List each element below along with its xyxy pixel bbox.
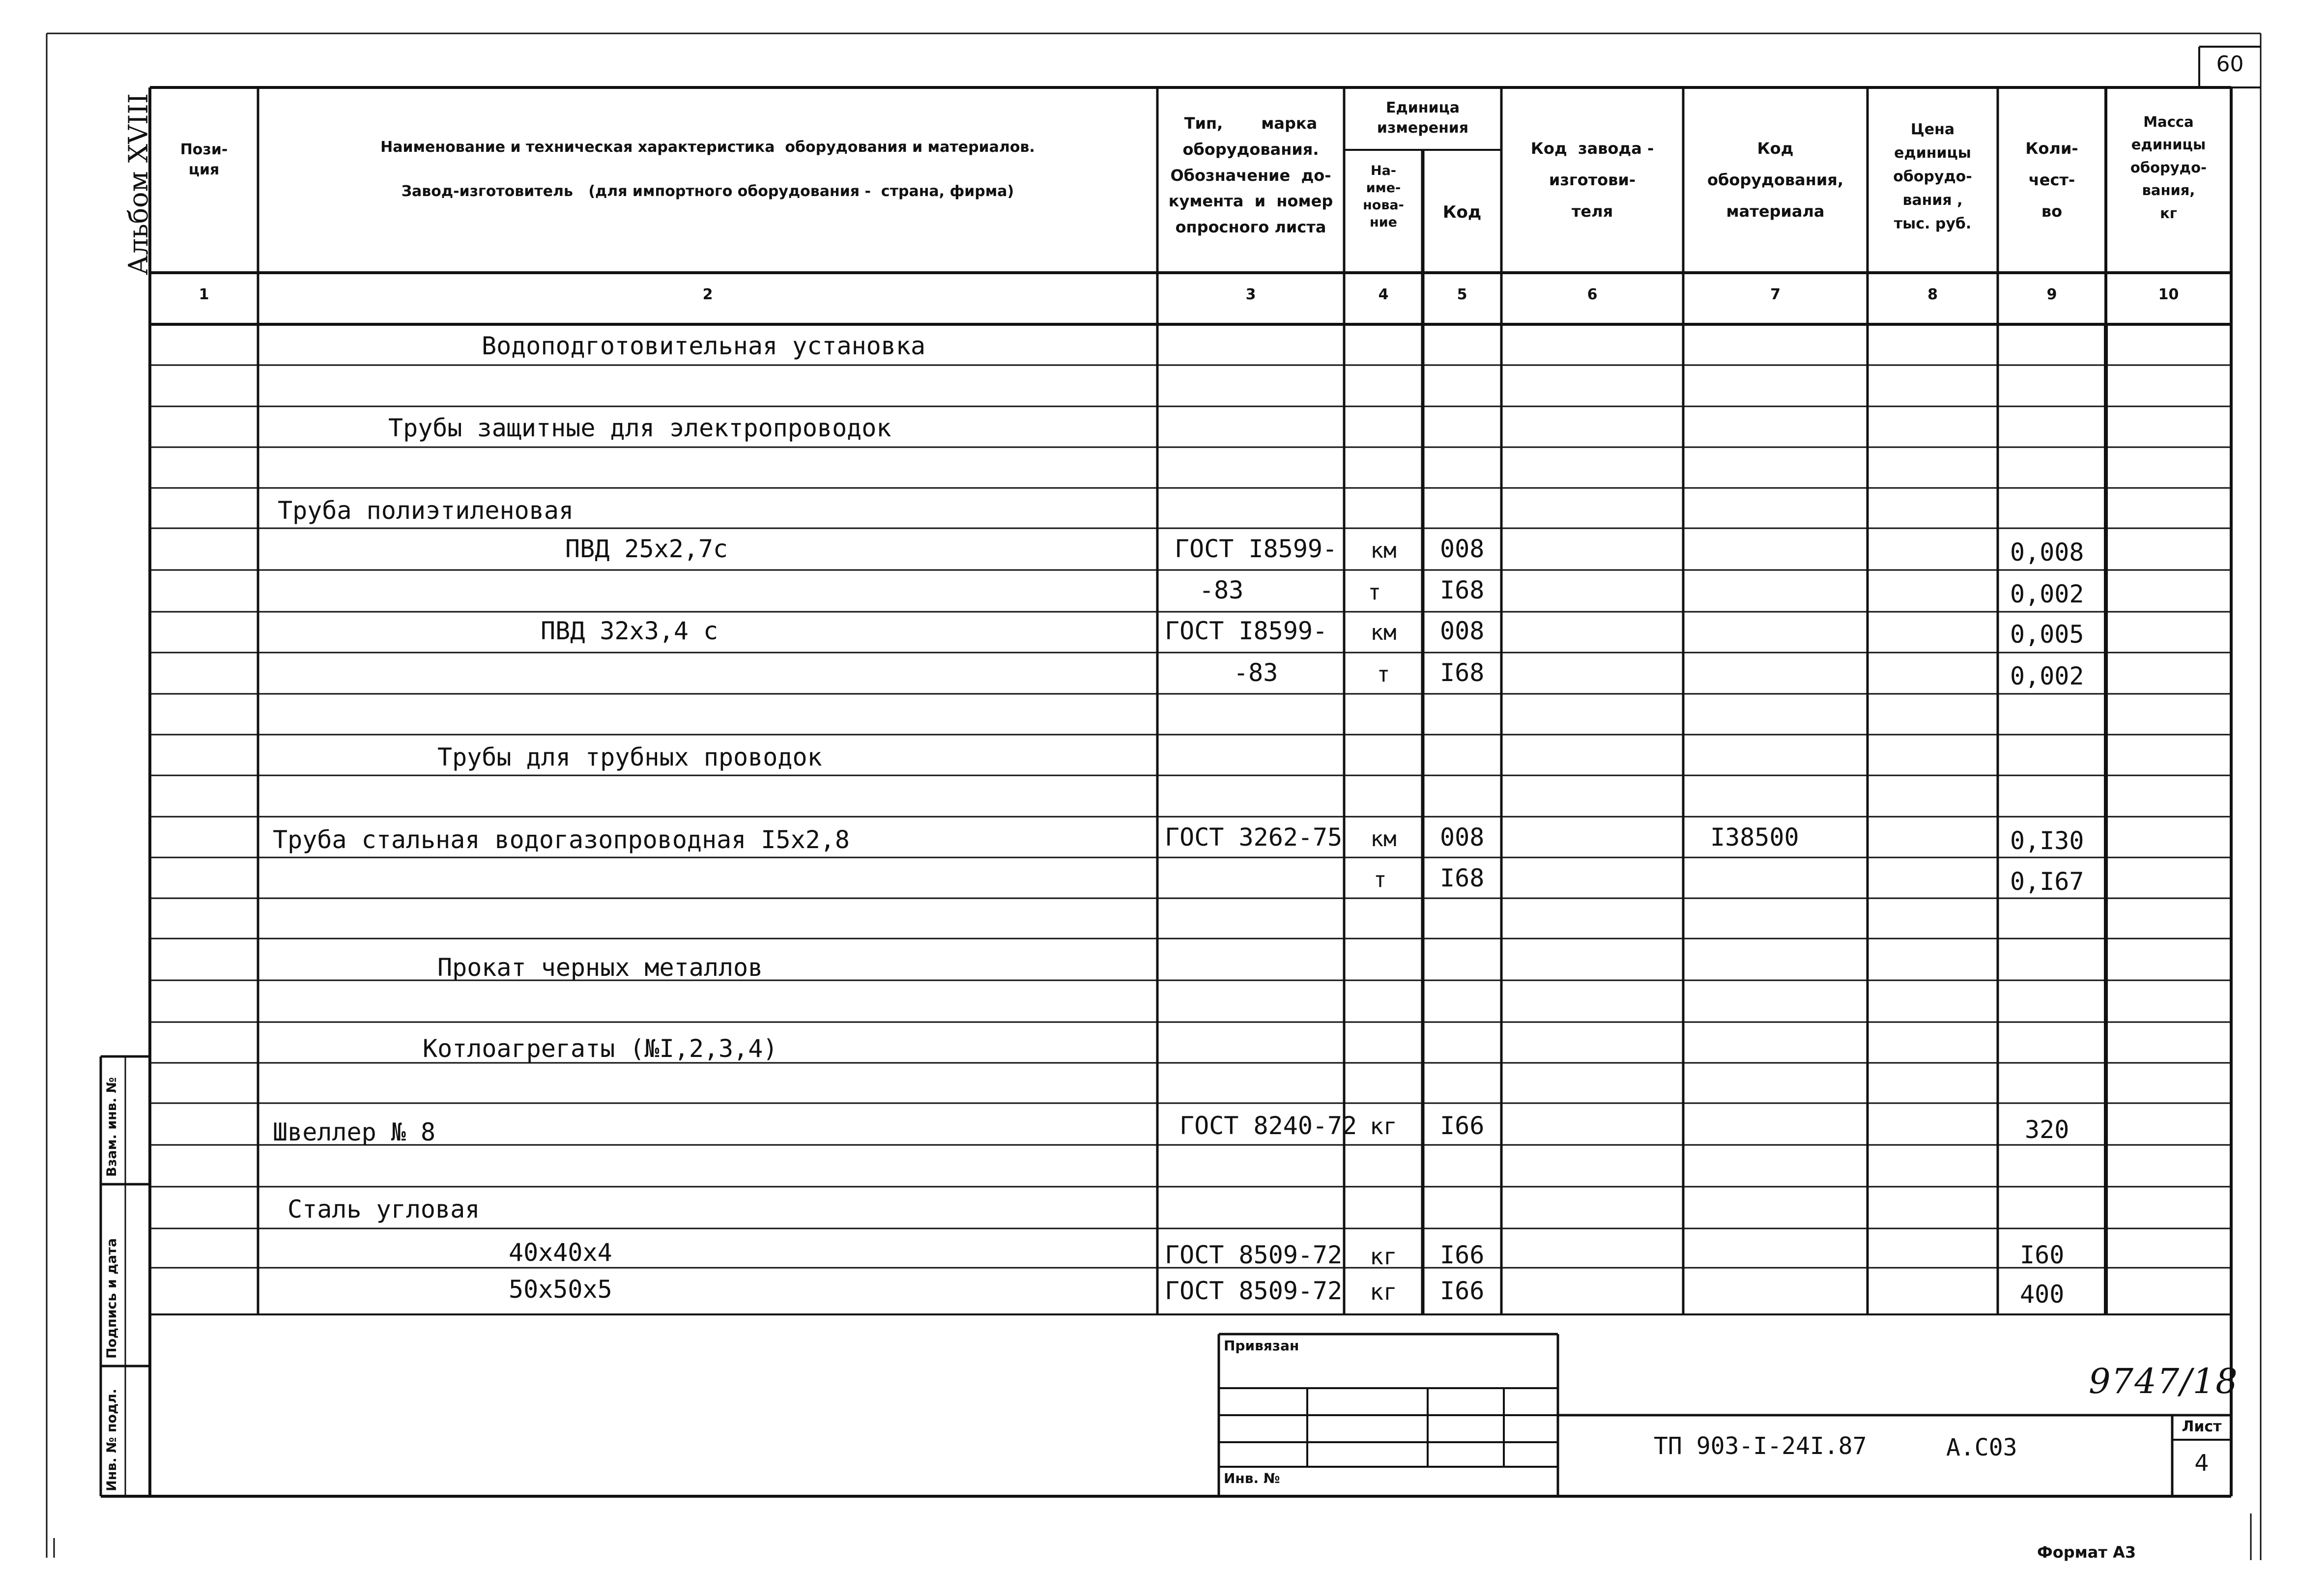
code-cell: I68 — [1440, 864, 1485, 892]
header-col1: Пози- ция — [180, 141, 228, 178]
col-number-8: 8 — [1927, 286, 1938, 303]
col-number-2: 2 — [702, 286, 713, 303]
item-group-title: Сталь угловая — [287, 1195, 480, 1224]
section-title: Трубы защитные для электропроводок — [388, 414, 891, 442]
title-block-privyazan: Привязан — [1224, 1338, 1299, 1354]
header-col4: На- име- нова- ние — [1363, 163, 1404, 230]
col-number-6: 6 — [1587, 286, 1598, 303]
qty-cell: 0,002 — [2010, 662, 2084, 690]
item-name: Труба стальная водогазопроводная I5х2,8 — [273, 826, 850, 854]
format-label: Формат А3 — [2037, 1543, 2136, 1562]
code-cell: 008 — [1440, 617, 1485, 645]
code-cell: I66 — [1440, 1277, 1485, 1305]
code-cell: I66 — [1440, 1241, 1485, 1269]
unit-cell: км — [1370, 620, 1397, 645]
header-col8: Цена единицы оборудо- вания , тыс. руб. — [1893, 121, 1972, 232]
doc-cell: ГОСТ 3262-75 — [1165, 823, 1343, 852]
col-number-5: 5 — [1457, 286, 1467, 303]
header-col2-line1: Наименование и техническая характеристика оборудования и материалов. — [380, 139, 1035, 156]
stamp-signature-date: Подпись и дата — [104, 1238, 119, 1359]
item-name: ПВД 32х3,4 с — [541, 617, 718, 645]
qty-cell: 320 — [2025, 1115, 2069, 1144]
qty-cell: 0,I67 — [2010, 867, 2084, 896]
item-group-title: Труба полиэтиленовая — [278, 496, 574, 525]
section-title: Прокат черных металлов — [437, 953, 763, 982]
qty-cell: 400 — [2020, 1280, 2065, 1309]
code-cell: I68 — [1440, 658, 1485, 687]
doc-cell: ГОСТ 8240-72 — [1179, 1112, 1357, 1140]
unit-cell: км — [1370, 538, 1397, 563]
header-col9: Коли- чест- во — [2025, 139, 2078, 221]
title-block-inv: Инв. № — [1224, 1470, 1280, 1486]
doc-cell: ГОСТ I8599- — [1165, 617, 1328, 645]
material-code-cell: I38500 — [1710, 823, 1799, 852]
sheet-number: 60 — [2216, 52, 2244, 77]
doc-cell: ГОСТ I8599- — [1175, 535, 1338, 563]
header-unit-group: Единица измерения — [1377, 99, 1469, 137]
qty-cell: 0,I30 — [2010, 826, 2084, 855]
handwritten-number: 9747/18 — [2089, 1361, 2239, 1401]
section-title: Водоподготовительная установка — [482, 332, 926, 360]
unit-cell: кг — [1370, 1113, 1397, 1140]
doc-cell: ГОСТ 8509-72 — [1165, 1277, 1343, 1305]
unit-cell: т — [1377, 662, 1390, 687]
header-col2-line2: Завод-изготовитель (для импортного оборудования - страна, фирма) — [401, 183, 1014, 200]
unit-cell: кг — [1370, 1243, 1397, 1270]
code-cell: 008 — [1440, 535, 1485, 563]
sheet-label: Лист — [2182, 1418, 2222, 1435]
doc-cell: ГОСТ 8509-72 — [1165, 1241, 1343, 1269]
unit-cell: км — [1370, 826, 1397, 852]
sheet-value: 4 — [2194, 1450, 2209, 1476]
header-col3: Тип, марка оборудования. Обозначение до- кумента и номер опросного листа — [1168, 114, 1333, 237]
col-number-9: 9 — [2046, 286, 2057, 303]
stamp-replacement-inv: Взам. инв. № — [104, 1077, 119, 1177]
col-number-10: 10 — [2158, 286, 2179, 303]
unit-cell: кг — [1370, 1279, 1397, 1305]
unit-cell: т — [1374, 867, 1387, 892]
section-title: Трубы для трубных проводок — [437, 743, 822, 771]
qty-cell: I60 — [2020, 1241, 2065, 1269]
col-number-1: 1 — [199, 286, 209, 303]
col-number-3: 3 — [1245, 286, 1256, 303]
item-name: 40х40х4 — [509, 1238, 612, 1267]
section-title: Котлоагрегаты (№I,2,3,4) — [423, 1034, 778, 1063]
doc-cell: -83 — [1199, 576, 1244, 604]
album-label: Альбом XVIII — [123, 93, 154, 275]
item-name: Швеллер № 8 — [273, 1118, 436, 1146]
code-cell: I66 — [1440, 1112, 1485, 1140]
code-cell: 008 — [1440, 823, 1485, 852]
doc-cell: -83 — [1234, 658, 1278, 687]
header-col6: Код завода - изготови- теля — [1530, 139, 1654, 221]
stamp-original-inv: Инв. № подл. — [104, 1389, 119, 1491]
header-col10: Масса единицы оборудо- вания, кг — [2130, 114, 2207, 222]
qty-cell: 0,002 — [2010, 580, 2084, 608]
qty-cell: 0,008 — [2010, 538, 2084, 567]
item-name: 50х50х5 — [509, 1275, 612, 1304]
code-cell: I68 — [1440, 576, 1485, 604]
header-col7: Код оборудования, материала — [1707, 139, 1843, 221]
col-number-7: 7 — [1770, 286, 1781, 303]
document-code: ТП 903-I-24I.87 — [1654, 1432, 1867, 1460]
item-name: ПВД 25х2,7с — [565, 535, 728, 563]
col-number-4: 4 — [1378, 286, 1389, 303]
document-section: А.С03 — [1946, 1434, 2017, 1461]
qty-cell: 0,005 — [2010, 620, 2084, 649]
unit-cell: т — [1368, 580, 1381, 605]
header-col5: Код — [1442, 202, 1482, 222]
